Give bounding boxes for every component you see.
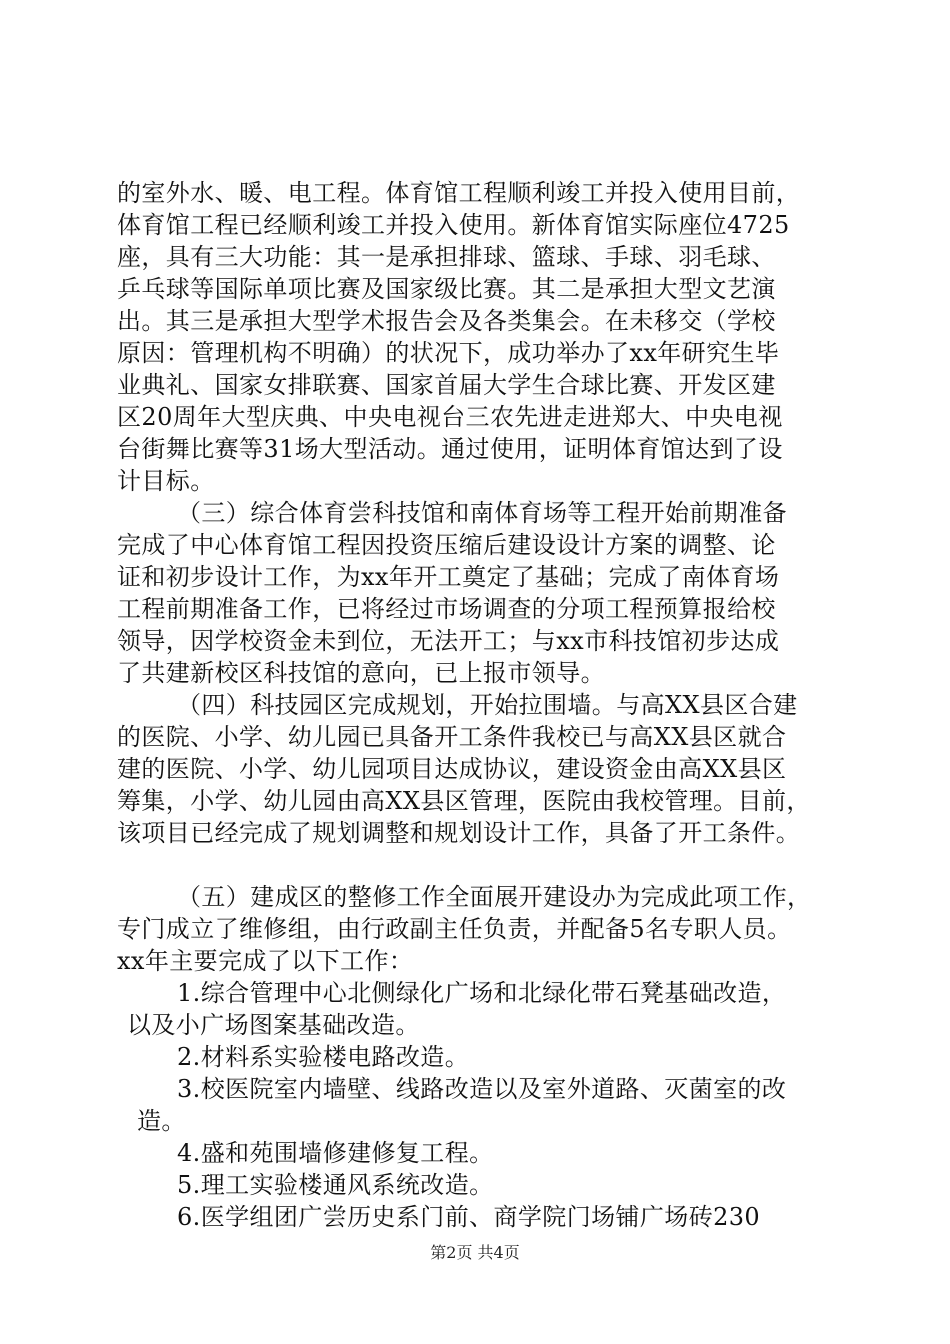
text-line: 筹集，小学、幼儿园由高XX县区管理，医院由我校管理。目前， (117, 787, 811, 815)
text-line: 计目标。 (117, 467, 215, 495)
text-line: 业典礼、国家女排联赛、国家首届大学生合球比赛、开发区建 (117, 371, 776, 399)
text-line: 该项目已经完成了规划调整和规划设计工作，具备了开工条件。 (117, 819, 801, 847)
text-line: 专门成立了维修组，由行政副主任负责，并配备5名专职人员。 (117, 915, 792, 943)
list-item-continuation: 以及小广场图案基础改造。 (127, 1011, 420, 1039)
text-line: 证和初步设计工作，为xx年开工奠定了基础；完成了南体育场 (117, 563, 780, 591)
text-line: 乒乓球等国际单项比赛及国家级比赛。其二是承担大型文艺演 (117, 275, 776, 303)
text-line: 的室外水、暖、电工程。体育馆工程顺利竣工并投入使用目前， (117, 179, 801, 207)
text-line: 领导，因学校资金未到位，无法开工；与xx市科技馆初步达成 (117, 627, 780, 655)
page-number-label: 第2页 共4页 (430, 1243, 520, 1262)
list-item: 4.盛和苑围墙修建修复工程。 (177, 1139, 494, 1167)
text-line: 的医院、小学、幼儿园已具备开工条件我校已与高XX县区就合 (117, 723, 787, 751)
list-item: 3.校医院室内墙壁、线路改造以及室外道路、灭菌室的改 (177, 1075, 787, 1103)
section-heading-4: （四）科技园区完成规划，开始拉围墙。与高XX县区合建 (177, 691, 798, 719)
list-item-continuation: 造。 (137, 1107, 186, 1135)
list-item: 6.医学组团广尝历史系门前、商学院门场铺广场砖230 (177, 1203, 761, 1231)
text-line: 了共建新校区科技馆的意向，已上报市领导。 (117, 659, 605, 687)
text-line: 原因：管理机构不明确）的状况下，成功举办了xx年研究生毕 (117, 339, 780, 367)
text-line: 建的医院、小学、幼儿园项目达成协议，建设资金由高XX县区 (117, 755, 787, 783)
text-line: 台街舞比赛等31场大型活动。通过使用，证明体育馆达到了设 (117, 435, 783, 463)
text-line: xx年主要完成了以下工作： (117, 947, 414, 975)
list-item: 2.材料系实验楼电路改造。 (177, 1043, 470, 1071)
text-line: 体育馆工程已经顺利竣工并投入使用。新体育馆实际座位4725 (117, 211, 790, 239)
section-heading-3: （三）综合体育尝科技馆和南体育场等工程开始前期准备 (177, 499, 787, 527)
list-item: 5.理工实验楼通风系统改造。 (177, 1171, 494, 1199)
list-item: 1.综合管理中心北侧绿化广场和北绿化带石凳基础改造， (177, 979, 787, 1007)
text-line: 区20周年大型庆典、中央电视台三农先进走进郑大、中央电视 (117, 403, 783, 431)
text-line: 座，具有三大功能：其一是承担排球、篮球、手球、羽毛球、 (117, 243, 776, 271)
section-heading-5: （五）建成区的整修工作全面展开建设办为完成此项工作， (177, 883, 812, 911)
page-footer (0, 1240, 950, 1263)
text-line: 出。其三是承担大型学术报告会及各类集会。在未移交（学校 (117, 307, 776, 335)
text-line: 完成了中心体育馆工程因投资压缩后建设设计方案的调整、论 (117, 531, 776, 559)
text-line: 工程前期准备工作，已将经过市场调查的分项工程预算报给校 (117, 595, 776, 623)
